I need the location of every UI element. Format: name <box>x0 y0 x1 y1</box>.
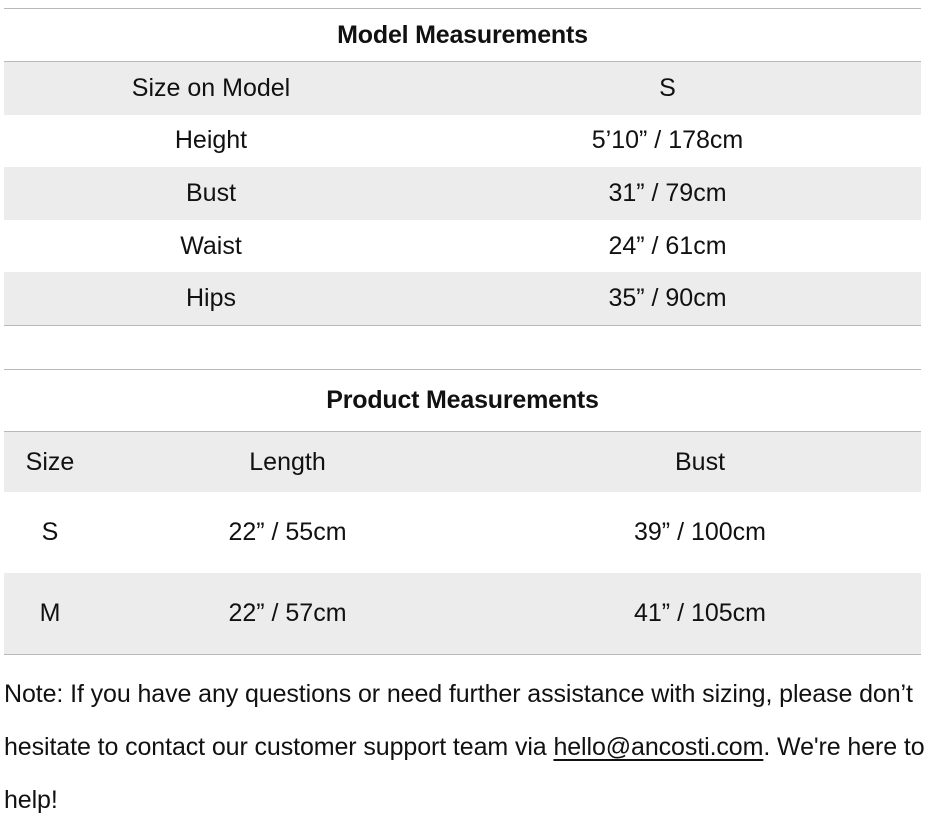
row-label: Waist <box>180 231 242 260</box>
model-measurements-table <box>4 8 921 326</box>
sizing-note <box>4 668 928 827</box>
cell-size: M <box>39 599 61 627</box>
column-header-bust: Bust <box>674 447 726 476</box>
column-header-length: Length <box>249 447 326 476</box>
table-row <box>4 62 921 115</box>
table-header-row <box>4 432 921 492</box>
cell-size: S <box>41 518 59 546</box>
product-measurements-title-row <box>4 370 921 432</box>
product-measurements-table <box>4 369 921 655</box>
row-label: Height <box>174 126 248 155</box>
row-value: 24” / 61cm <box>608 231 727 260</box>
row-value: S <box>659 73 676 102</box>
cell-length: 22” / 57cm <box>228 599 347 627</box>
table-row <box>4 167 921 220</box>
note-text-after: . We're here to help! <box>4 733 925 814</box>
table-row <box>4 220 921 273</box>
row-label: Size on Model <box>131 73 291 102</box>
table-row <box>4 115 921 168</box>
row-value: 5’10” / 178cm <box>591 126 744 155</box>
table-row <box>4 272 921 325</box>
model-measurements-title-row <box>4 9 921 62</box>
cell-length: 22” / 55cm <box>228 518 347 546</box>
note-text-before: Note: If you have any questions or need further assistance with sizing, please don’t hesitate to contact our customer support team via <box>4 680 913 761</box>
cell-bust: 39” / 100cm <box>633 518 766 546</box>
table-row <box>4 573 921 654</box>
table-row <box>4 492 921 573</box>
support-email-link[interactable]: hello@ancosti.com <box>553 733 764 761</box>
row-value: 31” / 79cm <box>608 178 727 207</box>
column-header-size: Size <box>25 447 75 476</box>
row-label: Bust <box>185 178 237 207</box>
cell-bust: 41” / 105cm <box>633 599 766 627</box>
model-measurements-title: Model Measurements <box>337 20 588 49</box>
product-measurements-title: Product Measurements <box>326 386 599 414</box>
row-label: Hips <box>185 284 236 313</box>
row-value: 35” / 90cm <box>608 284 727 313</box>
